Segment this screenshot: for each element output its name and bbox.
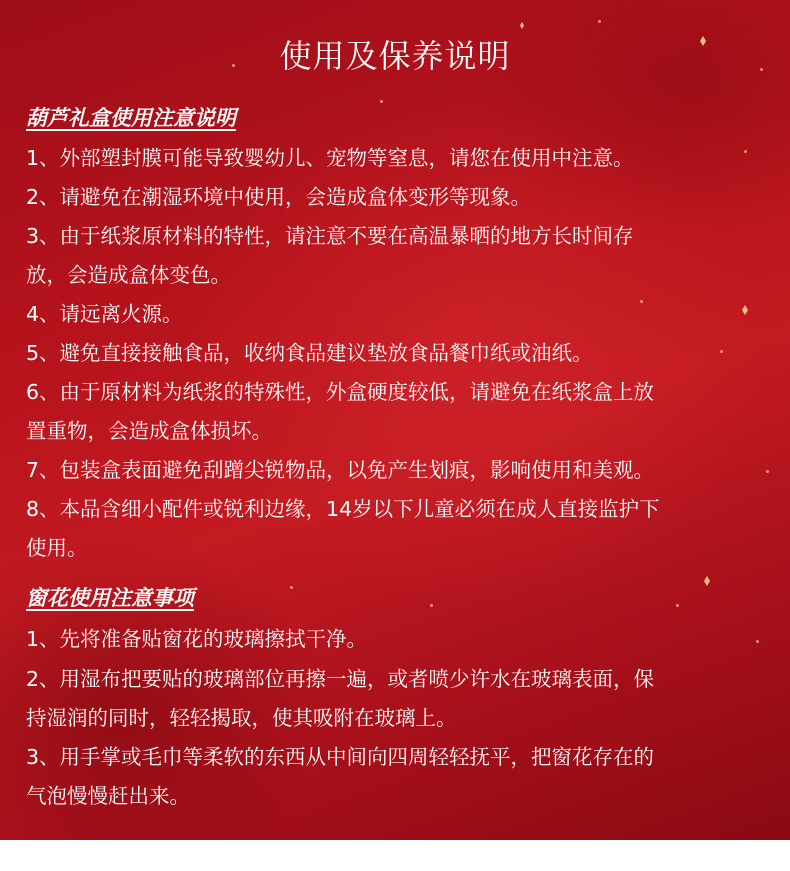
list-item: 放，会造成盒体变色。 — [26, 263, 231, 287]
list-item: 2、请避免在潮湿环境中使用，会造成盒体变形等现象。 — [26, 185, 532, 209]
sparkle-dot-icon — [430, 604, 433, 607]
sparkle-icon — [704, 576, 710, 586]
sparkle-dot-icon — [290, 586, 293, 589]
sparkle-dot-icon — [380, 100, 383, 103]
list-item: 7、包装盒表面避免刮蹭尖锐物品，以免产生划痕，影响使用和美观。 — [26, 458, 655, 482]
list-item: 置重物，会造成盒体损坏。 — [26, 419, 272, 443]
list-item: 气泡慢慢赶出来。 — [26, 784, 190, 808]
sparkle-dot-icon — [766, 470, 769, 473]
list-item: 使用。 — [26, 536, 88, 560]
list-item: 1、外部塑封膜可能导致婴幼儿、宠物等窒息，请您在使用中注意。 — [26, 146, 634, 170]
section-heading-window-flower: 窗花使用注意事项 — [26, 586, 194, 610]
list-item: 6、由于原材料为纸浆的特殊性，外盒硬度较低，请避免在纸浆盒上放 — [26, 380, 655, 404]
list-item: 3、用手掌或毛巾等柔软的东西从中间向四周轻轻抚平，把窗花存在的 — [26, 745, 655, 769]
sparkle-dot-icon — [598, 20, 601, 23]
list-item: 5、避免直接接触食品，收纳食品建议垫放食品餐巾纸或油纸。 — [26, 341, 593, 365]
sparkle-icon — [520, 22, 524, 29]
sparkle-dot-icon — [676, 604, 679, 607]
list-item: 4、请远离火源。 — [26, 302, 183, 326]
list-item: 8、本品含细小配件或锐利边缘，14岁以下儿童必须在成人直接监护下 — [26, 497, 660, 521]
page-title: 使用及保养说明 — [279, 37, 511, 75]
list-item: 持湿润的同时，轻轻揭取，使其吸附在玻璃上。 — [26, 706, 457, 730]
list-item: 3、由于纸浆原材料的特性，请注意不要在高温暴晒的地方长时间存 — [26, 224, 634, 248]
section-heading-gift-box: 葫芦礼盒使用注意说明 — [26, 106, 236, 130]
list-item: 1、先将准备贴窗花的玻璃擦拭干净。 — [26, 627, 368, 651]
list-item: 2、用湿布把要贴的玻璃部位再擦一遍，或者喷少许水在玻璃表面，保 — [26, 667, 655, 691]
